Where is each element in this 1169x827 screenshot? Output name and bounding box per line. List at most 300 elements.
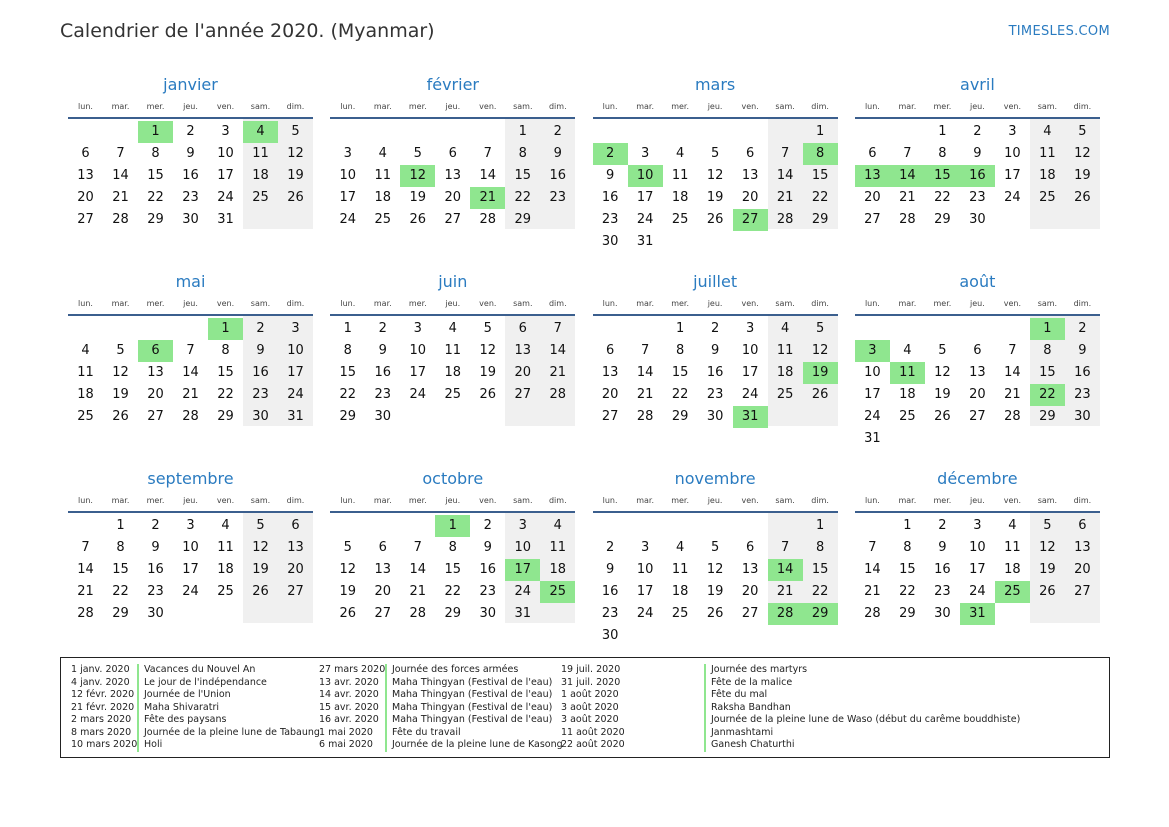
holiday-day-cell: 1 [138, 121, 173, 143]
day-cell: 7 [868, 540, 877, 555]
legend-holiday-name: Maha Thingyan (Festival de l'eau) [385, 702, 563, 715]
day-cell: 12 [1039, 540, 1056, 555]
day-cell: 6 [1078, 518, 1087, 533]
weekday-label: sam. [775, 298, 795, 308]
day-cell: 9 [1078, 343, 1087, 358]
weekday-label: lun. [340, 495, 356, 505]
day-cell: 3 [221, 124, 230, 139]
day-cell: 16 [182, 168, 199, 183]
day-grid [330, 316, 575, 448]
day-cell: 10 [864, 365, 881, 380]
day-cell: 20 [969, 387, 986, 402]
day-cell: 14 [77, 562, 94, 577]
day-cell: 18 [252, 168, 269, 183]
weekday-label: lun. [864, 101, 880, 111]
day-cell: 6 [973, 343, 982, 358]
legend-holiday-name: Journée de l'Union [137, 689, 320, 702]
weekday-label: sam. [513, 101, 533, 111]
month-avril [855, 74, 1100, 251]
holiday-day-cell: 11 [890, 362, 925, 384]
weekday-label: jeu. [183, 101, 198, 111]
day-cell: 11 [77, 365, 94, 380]
day-cell: 5 [1043, 518, 1052, 533]
day-cell: 3 [973, 518, 982, 533]
weekday-label: mer. [408, 101, 427, 111]
day-cell: 21 [549, 365, 567, 380]
day-cell: 28 [77, 606, 94, 621]
day-cell: 2 [256, 321, 265, 336]
day-cell: 12 [252, 540, 269, 555]
day-cell: 15 [671, 365, 689, 380]
weekday-header [593, 490, 838, 510]
day-grid [855, 119, 1100, 251]
day-cell: 18 [899, 387, 916, 402]
day-cell: 30 [182, 212, 199, 227]
day-cell: 1 [343, 321, 352, 336]
legend-date: 13 avr. 2020 [319, 676, 379, 688]
weekday-label: ven. [1003, 298, 1022, 308]
legend-date: 15 avr. 2020 [319, 701, 379, 713]
day-cell: 30 [706, 409, 724, 424]
day-cell: 19 [339, 584, 357, 599]
month-name: octobre [422, 469, 484, 488]
day-cell: 3 [518, 518, 527, 533]
day-cell: 23 [601, 212, 619, 227]
weekday-label: dim. [811, 101, 829, 111]
day-cell: 14 [112, 168, 129, 183]
day-cell: 26 [706, 212, 724, 227]
weekday-label: jeu. [970, 101, 985, 111]
day-cell: 6 [745, 540, 755, 555]
legend-date: 22 août 2020 [561, 739, 625, 750]
holiday-legend [60, 657, 1110, 758]
day-cell: 13 [601, 365, 619, 380]
day-cell: 29 [112, 606, 129, 621]
holiday-day-cell: 25 [540, 581, 575, 603]
day-cell: 2 [378, 321, 387, 336]
day-cell: 20 [741, 190, 759, 205]
day-cell: 19 [479, 365, 497, 380]
day-cell: 10 [514, 540, 532, 555]
brand-link[interactable]: TIMESLES.COM [1008, 24, 1110, 39]
day-cell: 18 [671, 584, 689, 599]
weekday-header [855, 96, 1100, 116]
day-cell: 3 [640, 146, 650, 161]
weekday-label: mar. [111, 101, 130, 111]
legend-date: 19 juil. 2020 [561, 664, 621, 675]
day-cell: 13 [77, 168, 94, 183]
holiday-day-cell: 3 [855, 340, 890, 362]
day-cell: 29 [147, 212, 164, 227]
weekday-label: dim. [1073, 495, 1092, 505]
weekday-label: ven. [479, 298, 497, 308]
day-cell: 27 [864, 212, 881, 227]
day-cell: 30 [147, 606, 164, 621]
day-cell: 2 [1078, 321, 1087, 336]
holiday-day-cell: 31 [733, 406, 768, 428]
day-cell: 21 [636, 387, 654, 402]
legend-name-column [704, 664, 1020, 752]
day-cell: 25 [671, 606, 689, 621]
legend-date: 27 mars 2020 [319, 664, 386, 675]
day-cell: 20 [444, 190, 462, 205]
day-cell: 8 [518, 146, 527, 161]
day-cell: 4 [221, 518, 230, 533]
weekday-label: mer. [408, 495, 427, 505]
day-cell: 8 [221, 343, 230, 358]
day-cell: 8 [151, 146, 160, 161]
day-cell: 31 [864, 431, 881, 446]
weekday-label: jeu. [445, 495, 461, 505]
legend-name-column [137, 664, 320, 752]
day-cell: 10 [741, 343, 759, 358]
day-cell: 30 [601, 234, 619, 249]
day-cell: 10 [182, 540, 199, 555]
weekday-label: mar. [111, 495, 130, 505]
day-cell: 28 [479, 212, 497, 227]
day-cell: 1 [815, 124, 825, 139]
weekday-label: mer. [671, 298, 689, 308]
day-grid [330, 513, 575, 645]
day-cell: 20 [287, 562, 304, 577]
day-cell: 30 [252, 409, 269, 424]
day-cell: 24 [287, 387, 304, 402]
day-cell: 15 [147, 168, 164, 183]
day-cell: 13 [444, 168, 462, 183]
day-cell: 8 [116, 540, 125, 555]
month-novembre [593, 468, 838, 645]
day-cell: 9 [605, 168, 615, 183]
day-cell: 17 [864, 387, 881, 402]
weekday-label: ven. [741, 495, 759, 505]
day-cell: 25 [77, 409, 94, 424]
weekday-label: lun. [602, 495, 618, 505]
day-cell: 16 [479, 562, 497, 577]
weekday-label: dim. [811, 495, 829, 505]
day-cell: 23 [934, 584, 951, 599]
day-cell: 25 [776, 387, 794, 402]
day-cell: 16 [147, 562, 164, 577]
day-cell: 19 [1039, 562, 1056, 577]
day-cell: 25 [217, 584, 234, 599]
day-cell: 24 [339, 212, 357, 227]
month-name: mars [694, 75, 736, 94]
weekday-label: dim. [286, 298, 305, 308]
day-cell: 20 [601, 387, 619, 402]
day-cell: 26 [811, 387, 829, 402]
day-cell: 13 [741, 168, 759, 183]
day-cell: 26 [112, 409, 129, 424]
weekday-label: jeu. [445, 101, 461, 111]
day-cell: 23 [479, 584, 497, 599]
day-cell: 9 [256, 343, 265, 358]
day-cell: 7 [780, 540, 790, 555]
weekday-header [855, 293, 1100, 313]
legend-date: 3 août 2020 [561, 714, 619, 725]
day-cell: 24 [217, 190, 234, 205]
weekday-label: ven. [216, 298, 235, 308]
day-cell: 11 [671, 562, 689, 577]
day-cell: 6 [605, 343, 615, 358]
day-cell: 18 [444, 365, 462, 380]
day-cell: 19 [934, 387, 951, 402]
day-cell: 9 [483, 540, 492, 555]
day-cell: 2 [483, 518, 492, 533]
day-cell: 2 [605, 540, 615, 555]
weekday-header [330, 96, 575, 116]
weekday-label: lun. [78, 495, 93, 505]
weekday-label: mer. [671, 101, 689, 111]
weekday-header [330, 490, 575, 510]
day-cell: 22 [147, 190, 164, 205]
holiday-day-cell: 1 [208, 318, 243, 340]
weekday-label: jeu. [707, 298, 723, 308]
month-name: juin [438, 272, 468, 291]
day-cell: 11 [549, 540, 567, 555]
legend-holiday-name: Journée des forces armées [385, 664, 563, 677]
day-cell: 15 [217, 365, 234, 380]
weekday-label: mar. [898, 495, 917, 505]
day-cell: 8 [903, 540, 912, 555]
day-cell: 14 [1004, 365, 1021, 380]
day-cell: 24 [636, 606, 654, 621]
day-cell: 19 [287, 168, 304, 183]
weekday-label: dim. [548, 101, 567, 111]
holiday-day-cell: 19 [803, 362, 838, 384]
day-cell: 14 [182, 365, 199, 380]
day-cell: 16 [549, 168, 567, 183]
day-cell: 24 [741, 387, 759, 402]
day-cell: 8 [675, 343, 685, 358]
day-cell: 11 [776, 343, 794, 358]
day-cell: 10 [287, 343, 304, 358]
day-cell: 4 [675, 540, 685, 555]
month-name: avril [960, 75, 995, 94]
day-cell: 1 [116, 518, 125, 533]
weekday-label: mar. [636, 298, 654, 308]
legend-holiday-name: Holi [137, 739, 320, 752]
holiday-day-cell: 14 [890, 165, 925, 187]
day-cell: 12 [287, 146, 304, 161]
day-cell: 15 [811, 168, 829, 183]
day-cell: 7 [483, 146, 492, 161]
day-cell: 18 [549, 562, 567, 577]
day-cell: 16 [1074, 365, 1091, 380]
holiday-day-cell: 8 [803, 143, 838, 165]
day-cell: 5 [483, 321, 492, 336]
day-cell: 3 [745, 321, 755, 336]
day-cell: 23 [969, 190, 986, 205]
day-cell: 2 [710, 321, 720, 336]
day-cell: 31 [514, 606, 532, 621]
day-cell: 15 [112, 562, 129, 577]
month-septembre [68, 468, 313, 645]
holiday-day-cell: 28 [768, 603, 803, 625]
legend-holiday-name: Fête de la malice [704, 677, 1020, 690]
day-cell: 3 [291, 321, 300, 336]
holiday-day-cell: 27 [733, 209, 768, 231]
weekday-label: sam. [513, 298, 533, 308]
day-cell: 27 [1074, 584, 1091, 599]
day-cell: 23 [549, 190, 567, 205]
day-grid [68, 119, 313, 251]
day-cell: 9 [605, 562, 615, 577]
day-cell: 18 [1039, 168, 1056, 183]
day-cell: 22 [112, 584, 129, 599]
day-cell: 22 [339, 387, 357, 402]
month-juillet [593, 271, 838, 448]
day-cell: 18 [671, 190, 689, 205]
day-cell: 1 [518, 124, 527, 139]
legend-holiday-name: Ganesh Chaturthi [704, 739, 1020, 752]
weekday-label: mar. [373, 495, 392, 505]
day-cell: 22 [899, 584, 916, 599]
day-cell: 9 [710, 343, 720, 358]
day-cell: 17 [287, 365, 304, 380]
day-cell: 3 [640, 540, 650, 555]
day-cell: 4 [675, 146, 685, 161]
day-cell: 31 [287, 409, 304, 424]
weekday-label: lun. [78, 101, 93, 111]
day-cell: 21 [864, 584, 881, 599]
holiday-day-cell: 1 [435, 515, 470, 537]
legend-holiday-name: Journée de la pleine lune de Kasong [385, 739, 563, 752]
weekday-header [68, 96, 313, 116]
holiday-day-cell: 29 [803, 603, 838, 625]
legend-date-column [561, 664, 625, 752]
legend-holiday-name: Journée de la pleine lune de Tabaung [137, 727, 320, 740]
day-cell: 27 [601, 409, 619, 424]
holiday-day-cell: 25 [995, 581, 1030, 603]
day-cell: 6 [291, 518, 300, 533]
day-cell: 22 [811, 190, 829, 205]
day-cell: 18 [1004, 562, 1021, 577]
day-cell: 13 [287, 540, 304, 555]
day-cell: 24 [636, 212, 654, 227]
day-cell: 10 [339, 168, 357, 183]
weekday-header [68, 293, 313, 313]
legend-name-column [385, 664, 563, 752]
weekday-label: mar. [898, 101, 917, 111]
day-cell: 21 [182, 387, 199, 402]
day-cell: 17 [182, 562, 199, 577]
day-cell: 29 [217, 409, 234, 424]
day-cell: 27 [287, 584, 304, 599]
legend-date-column [71, 664, 137, 752]
holiday-day-cell: 21 [470, 187, 505, 209]
day-grid [68, 316, 313, 448]
day-cell: 7 [553, 321, 562, 336]
day-cell: 28 [776, 212, 794, 227]
legend-holiday-name: Maha Shivaratri [137, 702, 320, 715]
day-cell: 27 [374, 606, 392, 621]
day-cell: 20 [374, 584, 392, 599]
day-cell: 26 [252, 584, 269, 599]
day-cell: 17 [741, 365, 759, 380]
weekday-label: jeu. [183, 298, 198, 308]
weekday-label: mer. [933, 101, 952, 111]
day-cell: 2 [973, 124, 982, 139]
weekday-label: mar. [636, 101, 654, 111]
weekday-label: ven. [741, 298, 759, 308]
day-cell: 11 [252, 146, 269, 161]
day-cell: 30 [934, 606, 951, 621]
weekday-label: mer. [146, 495, 165, 505]
day-cell: 20 [741, 584, 759, 599]
weekday-label: mer. [933, 495, 952, 505]
day-cell: 20 [1074, 562, 1091, 577]
day-cell: 20 [147, 387, 164, 402]
legend-holiday-name: Maha Thingyan (Festival de l'eau) [385, 689, 563, 702]
day-cell: 16 [934, 562, 951, 577]
day-cell: 28 [899, 212, 916, 227]
day-cell: 5 [291, 124, 300, 139]
day-cell: 24 [182, 584, 199, 599]
day-cell: 8 [448, 540, 457, 555]
legend-date: 4 janv. 2020 [71, 676, 130, 688]
month-mai [68, 271, 313, 448]
day-cell: 5 [710, 146, 720, 161]
month-janvier [68, 74, 313, 251]
day-cell: 15 [514, 168, 532, 183]
day-cell: 2 [151, 518, 160, 533]
day-cell: 20 [864, 190, 881, 205]
weekday-label: lun. [78, 298, 93, 308]
legend-holiday-name: Fête du travail [385, 727, 563, 740]
weekday-label: dim. [286, 495, 305, 505]
day-cell: 24 [409, 387, 427, 402]
day-cell: 5 [116, 343, 125, 358]
month-juin [330, 271, 575, 448]
weekday-label: sam. [250, 495, 271, 505]
day-cell: 19 [252, 562, 269, 577]
holiday-day-cell: 6 [138, 340, 173, 362]
day-cell: 29 [934, 212, 951, 227]
day-cell: 27 [147, 409, 164, 424]
weekday-label: mar. [373, 101, 392, 111]
weekday-label: jeu. [445, 298, 461, 308]
weekday-label: jeu. [707, 101, 723, 111]
month-décembre [855, 468, 1100, 645]
day-cell: 9 [151, 540, 160, 555]
weekday-label: mer. [146, 298, 165, 308]
day-cell: 9 [378, 343, 387, 358]
day-cell: 10 [969, 540, 986, 555]
day-cell: 6 [868, 146, 877, 161]
day-cell: 4 [1008, 518, 1017, 533]
day-cell: 19 [706, 584, 724, 599]
day-cell: 21 [77, 584, 94, 599]
day-cell: 23 [1074, 387, 1091, 402]
day-cell: 3 [413, 321, 422, 336]
day-cell: 13 [374, 562, 392, 577]
day-cell: 17 [969, 562, 986, 577]
day-cell: 3 [186, 518, 195, 533]
weekday-label: sam. [775, 495, 795, 505]
day-cell: 22 [671, 387, 689, 402]
day-cell: 25 [252, 190, 269, 205]
day-cell: 12 [1074, 146, 1091, 161]
day-cell: 30 [1074, 409, 1091, 424]
day-cell: 7 [116, 146, 125, 161]
day-cell: 12 [112, 365, 129, 380]
month-octobre [330, 468, 575, 645]
day-cell: 6 [81, 146, 90, 161]
day-cell: 21 [409, 584, 427, 599]
day-cell: 21 [776, 190, 794, 205]
day-cell: 9 [186, 146, 195, 161]
day-cell: 24 [864, 409, 881, 424]
